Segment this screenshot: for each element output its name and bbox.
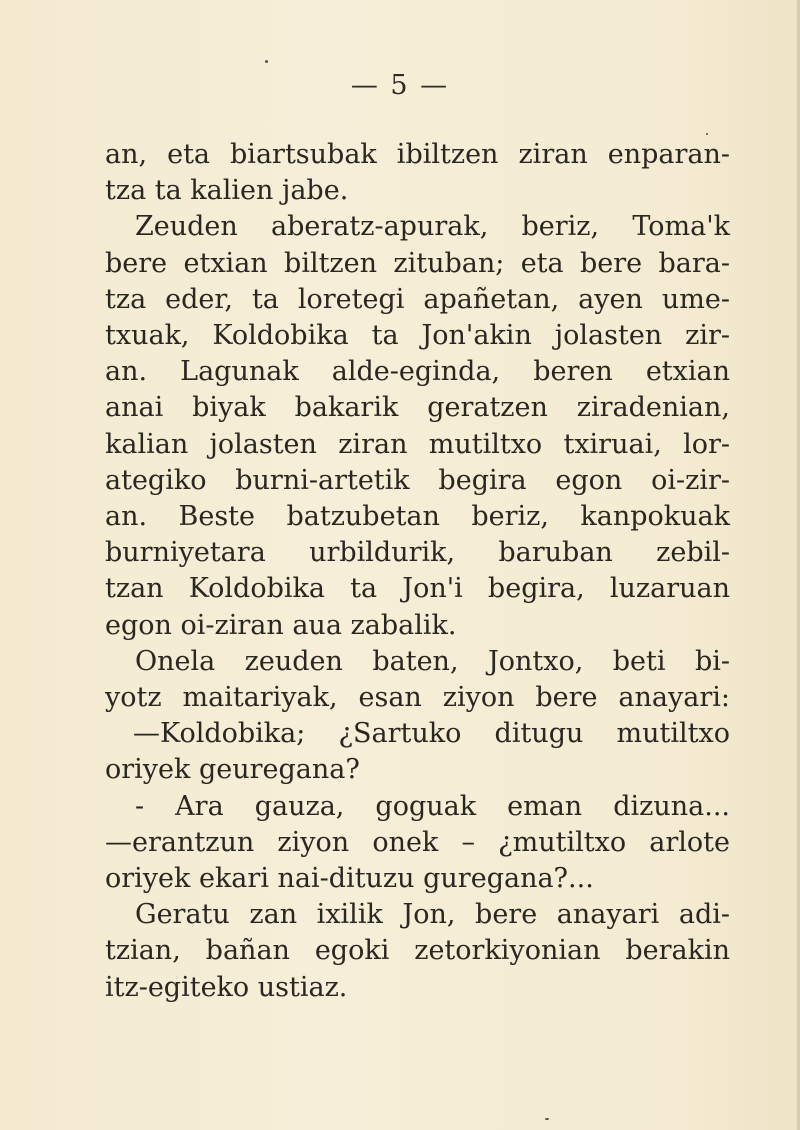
- paper-speck: [545, 1118, 549, 1120]
- text-line: an, eta biartsubak ibiltzen ziran enparan-: [105, 139, 730, 170]
- text-line: —Koldobika; ¿Sartuko ditugu mutiltxo: [133, 718, 730, 750]
- text-line: tza eder, ta loretegi apañetan, ayen ume-: [105, 283, 730, 315]
- text-line: oriyek ekari nai-dituzu guregana?...: [105, 863, 594, 895]
- text-line: oriyek geuregana?: [105, 754, 360, 786]
- text-line: kalian jolasten ziran mutiltxo txiruai, lor-: [105, 428, 730, 460]
- text-line: anai biyak bakarik geratzen ziradenian,: [105, 392, 730, 424]
- text-line: an. Beste batzubetan beriz, kanpokuak: [105, 501, 730, 533]
- text-line: Onela zeuden baten, Jontxo, beti bi-: [135, 645, 730, 677]
- text-line: ategiko burni-artetik begira egon oi-zir-: [105, 464, 730, 496]
- body-text: [105, 137, 730, 1006]
- text-line: itz-egiteko ustiaz.: [105, 971, 348, 1003]
- text-line: tza ta kalien jabe.: [105, 175, 349, 207]
- text-line: egon oi-ziran aua zabalik.: [105, 609, 457, 641]
- text-line: —erantzun ziyon onek – ¿mutiltxo arlote: [105, 826, 730, 858]
- text-line: burniyetara urbildurik, baruban zebil-: [105, 537, 730, 569]
- text-line: - Ara gauza, goguak eman dizuna...: [135, 790, 730, 822]
- text-line: tzian, bañan egoki zetorkiyonian berakin: [105, 935, 730, 967]
- text-line: txuak, Koldobika ta Jon'akin jolasten zir-: [105, 320, 730, 352]
- text-line: Zeuden aberatz-apurak, beriz, Toma'k: [135, 211, 730, 243]
- text-line: yotz maitariyak, esan ziyon bere anayari:: [105, 682, 730, 714]
- text-line: an. Lagunak alde-eginda, beren etxian: [105, 356, 730, 388]
- text-line: tzan Koldobika ta Jon'i begira, luzaruan: [105, 573, 730, 605]
- text-line: bere etxian biltzen zituban; eta bere bara-: [105, 247, 730, 279]
- paper-speck: [706, 133, 708, 135]
- page-number: — 5 —: [350, 70, 450, 101]
- paper-speck: [265, 60, 268, 63]
- text-line: Geratu zan ixilik Jon, bere anayari adi-: [135, 899, 730, 931]
